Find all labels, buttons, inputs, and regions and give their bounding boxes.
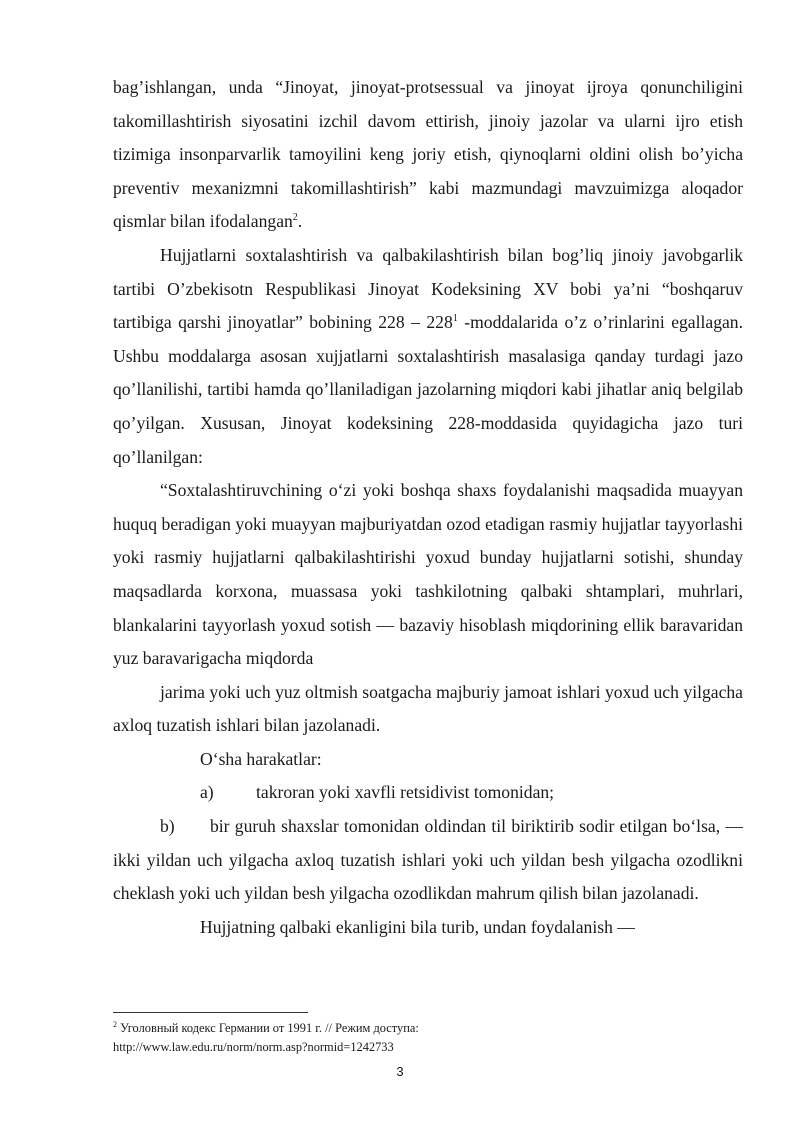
paragraph-4: jarima yoki uch yuz oltmish soatgacha majburiy jamoat ishlari yoxud uch yilgacha axloq tuzatish ishlari bilan jazolanadi. bbox=[113, 681, 743, 736]
footnote-separator bbox=[113, 1012, 308, 1013]
paragraph-1: bag’ishlangan, unda “Jinoyat, jinoyat-protsessual va jinoyat ijroya qonunchiligini takomillashtirish siyosatini izchil davom ettirish, jinoiy jazolar va ularni ijro etish tizimiga insonparvarlik tamoyilini keng joriy etish, qiynoqlarni oldini olish bo’yicha preventiv mexanizmni takomillashtirish” kabi mazmundagi mavzuimizga aloqador qismlar bilan ifodalangan$^2$. bbox=[113, 77, 743, 232]
footnote-text: Уголовный кодекс Германии от 1991 г. // Режим доступа: bbox=[117, 1021, 419, 1035]
footnote bbox=[113, 1019, 743, 1057]
list-item-a bbox=[113, 776, 743, 810]
superscript-1: 1 bbox=[452, 313, 458, 325]
footnote-number: 2 bbox=[113, 1020, 117, 1029]
footnote-link[interactable]: http://www.law.edu.ru/norm/norm.asp?normid=1242733 bbox=[113, 1040, 394, 1054]
list-item-b bbox=[113, 810, 743, 911]
list-text-b: bir guruh shaxslar tomonidan oldindan til biriktirib sodir etilgan bo‘lsa, — ikki yildan uch yilgacha axloq tuzatish ishlari yoki uch yildan besh yilgacha ozodlikni cheklash yoki uch yildan besh yilgacha ozodlikdan mahrum qilish bilan jazolanadi. bbox=[113, 816, 743, 904]
paragraph-3-quote: “Soxtalashtiruvchining o‘zi yoki boshqa shaxs foydalanishi maqsadida muayyan huquq beradigan yoki muayyan majburiyatdan ozod etadigan rasmiy hujjatlar tayyorlashi yoki rasmiy hujjatlarni qalbakilashtirishi yoxud bunday hujjatlarni sotishi, shunday maqsadlarda korxona, muassasa yoki tashkilotning qalbaki shtamplari, muhrlari, blankalarini tayyorlash yoxud sotish — bazaviy hisoblash miqdorining ellik baravaridan yuz baravarigacha miqdorda bbox=[113, 480, 743, 669]
page-number: 3 bbox=[396, 1064, 404, 1079]
footnote-ref-2[interactable]: 2 bbox=[292, 212, 298, 224]
list-text-a: takroran yoki xavfli retsidivist tomonidan; bbox=[256, 782, 555, 803]
list-marker-b: b) bbox=[160, 816, 175, 837]
paragraph-5: O‘sha harakatlar: bbox=[200, 748, 322, 769]
body-text bbox=[113, 71, 743, 944]
paragraph-6: Hujjatning qalbaki ekanligini bila turib, undan foydalanish — bbox=[200, 916, 635, 937]
list-marker-a: a) bbox=[200, 782, 214, 803]
paragraph-2: Hujjatlarni soxtalashtirish va qalbakilashtirish bilan bog’liq jinoiy javobgarlik tartibi O’zbekisotn Respublikasi Jinoyat Kodeksining XV bobi ya’ni “boshqaruv tartibiga qarshi jinoyatlar” bobining $228 - 228^1$ -moddalarida o’z o’rinlarini egallagan. Ushbu moddalarga asosan xujjatlarni soxtalashtirish masalasiga qanday turdagi jazo qo’llanilishi, tartibi hamda qo’llaniladigan jazolarning miqdori kabi jihatlar aniq belgilab qo’yilgan. Xususan, Jinoyat kodeksining 228-moddasida quyidagicha jazo turi qo’llanilgan: bbox=[113, 244, 744, 467]
footnote-line-1 bbox=[113, 1019, 743, 1038]
